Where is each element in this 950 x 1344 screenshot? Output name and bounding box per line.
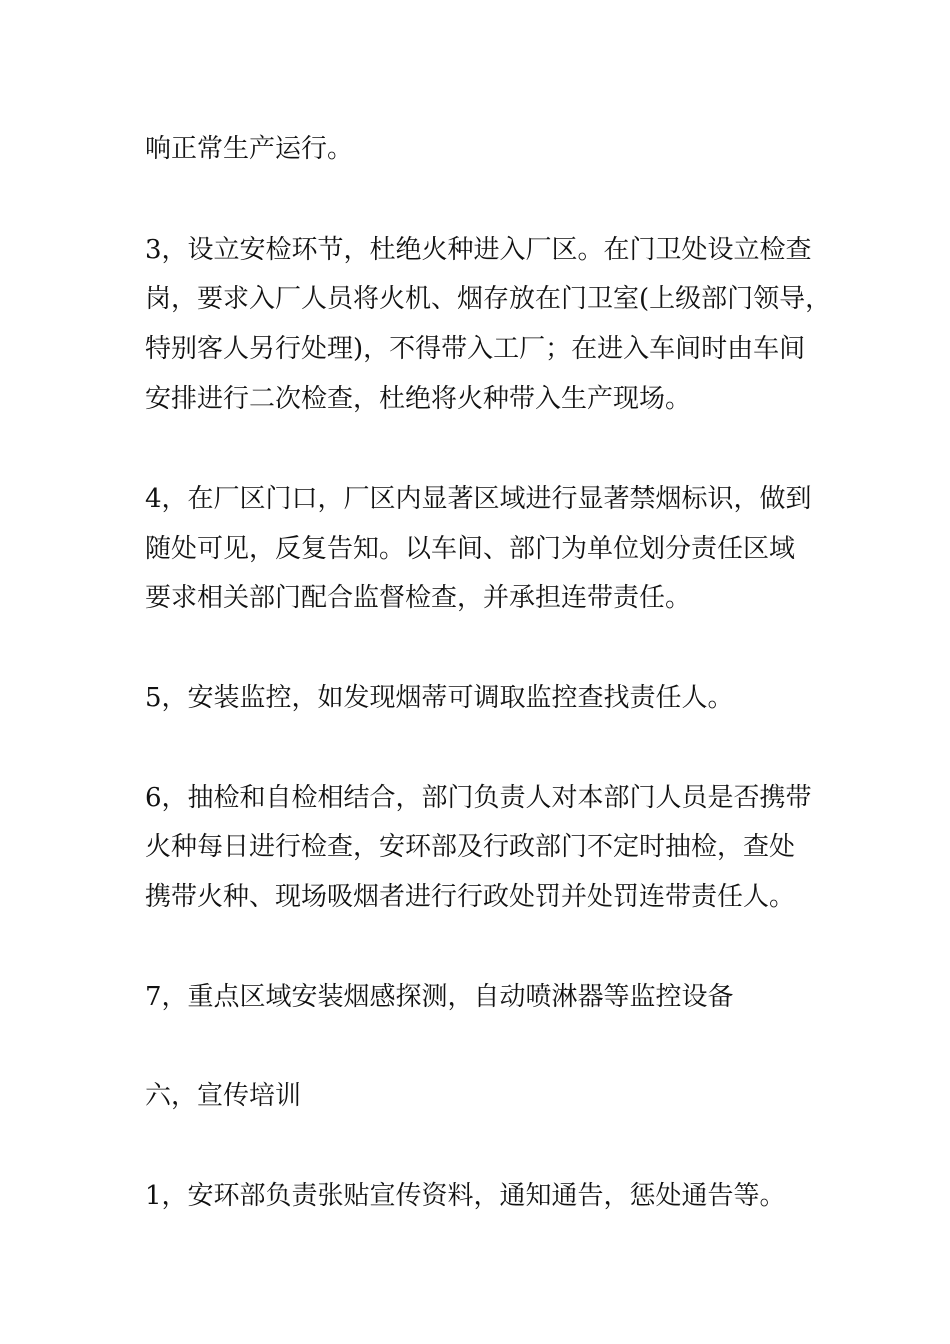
text-line: 要求相关部门配合监督检查，并承担连带责任。: [145, 583, 692, 613]
text-line: 安排进行二次检查，杜绝将火种带入生产现场。: [145, 384, 692, 414]
text-line: 4，在厂区门口，厂区内显著区域进行显著禁烟标识，做到: [145, 484, 812, 514]
text-line: 1，安环部负责张贴宣传资料，通知通告，惩处通告等。: [145, 1181, 786, 1211]
text-line: 7，重点区域安装烟感探测，自动喷淋器等监控设备: [145, 982, 734, 1012]
text-line: 3，设立安检环节，杜绝火种进入厂区。在门卫处设立检查: [145, 235, 812, 265]
text-line: 岗，要求入厂人员将火机、烟存放在门卫室(上级部门领导，: [145, 284, 832, 314]
text-line: 5，安装监控，如发现烟蒂可调取监控查找责任人。: [145, 683, 734, 713]
text-line: 特别客人另行处理)，不得带入工厂；在进入车间时由车间: [145, 334, 806, 364]
text-line: 携带火种、现场吸烟者进行行政处罚并处罚连带责任人。: [145, 882, 796, 912]
section-heading: 六，宣传培训: [145, 1081, 302, 1111]
text-line: 响正常生产运行。: [145, 134, 354, 164]
text-line: 火种每日进行检查，安环部及行政部门不定时抽检，查处: [145, 832, 796, 862]
text-line: 随处可见，反复告知。以车间、部门为单位划分责任区域: [145, 534, 796, 564]
text-line: 6，抽检和自检相结合，部门负责人对本部门人员是否携带: [145, 783, 812, 813]
